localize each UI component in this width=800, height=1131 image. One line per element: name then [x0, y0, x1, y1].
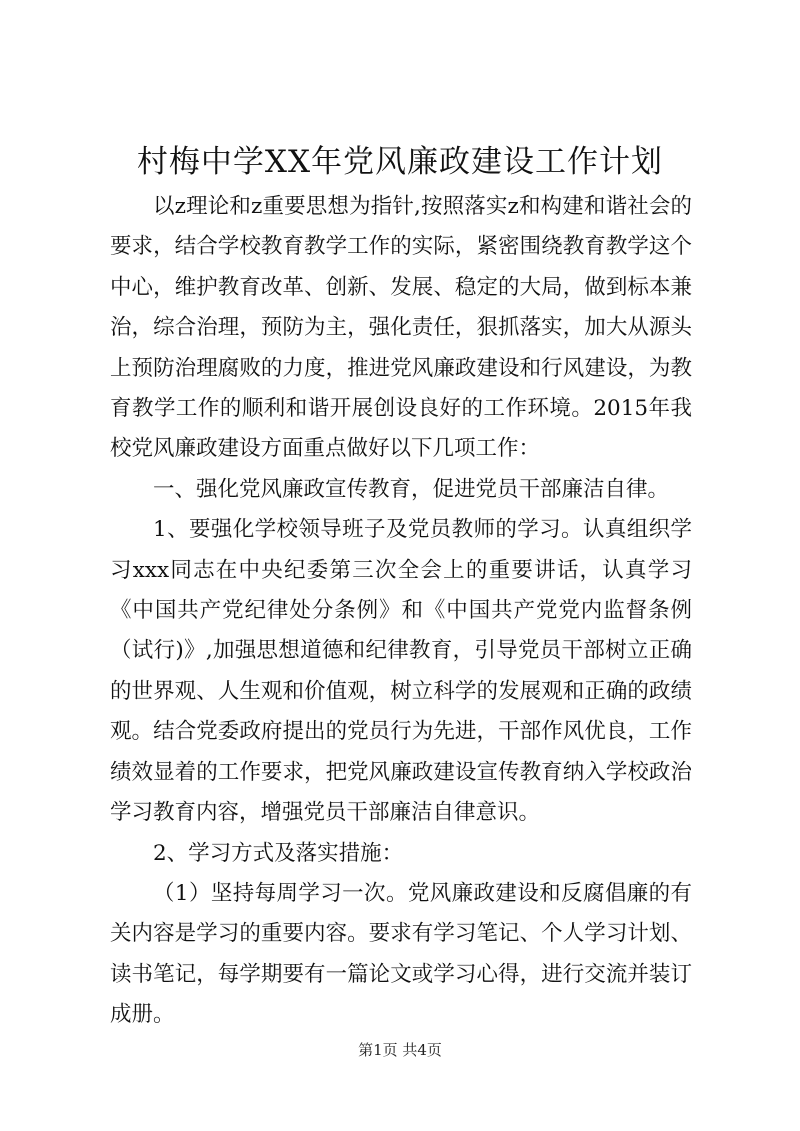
page-title: 村梅中学XX年党风廉政建设工作计划 [136, 144, 664, 180]
paragraph-subitem-1: （1）坚持每周学习一次。党风廉政建设和反腐倡廉的有关内容是学习的重要内容。要求有学习笔记、个人学习计划、读书笔记，每学期要有一篇论文或学习心得，进行交流并装订成册。 [110, 880, 692, 1028]
paragraph-intro: 以z理论和z重要思想为指针,按照落实z和构建和谐社会的要求，结合学校教育教学工作的实际，紧密围绕教育教学这个中心，维护教育改革、创新、发展、稳定的大局，做到标本兼治，综合治理，预防为主，强化责任，狠抓落实，加大从源头上预防治理腐败的力度，推进党风廉政建设和行风建设，为教育教学工作的顺利和谐开展创设良好的工作环境。2015年我校党风廉政建设方面重点做好以下几项工作： [110, 194, 692, 462]
paragraph-item-1: 1、要强化学校领导班子及党员教师的学习。认真组织学习xxx同志在中央纪委第三次全会上的重要讲话，认真学习《中国共产党纪律处分条例》和《中国共产党党内监督条例（试行)》,加强思想道德和纪律教育，引导党员干部树立正确的世界观、人生观和价值观，树立科学的发展观和正确的政绩观。结合党委政府提出的党员行为先进，干部作风优良，工作绩效显着的工作要求，把党风廉政建设宣传教育纳入学校政治学习教育内容，增强党员干部廉洁自律意识。 [110, 517, 692, 826]
page-footer: 第1页 共4页 [358, 1041, 442, 1059]
paragraph-item-2: 2、学习方式及落实措施： [153, 840, 404, 866]
paragraph-section-1-heading: 一、强化党风廉政宣传教育，促进党员干部廉洁自律。 [153, 476, 670, 502]
document-body [110, 187, 692, 1036]
